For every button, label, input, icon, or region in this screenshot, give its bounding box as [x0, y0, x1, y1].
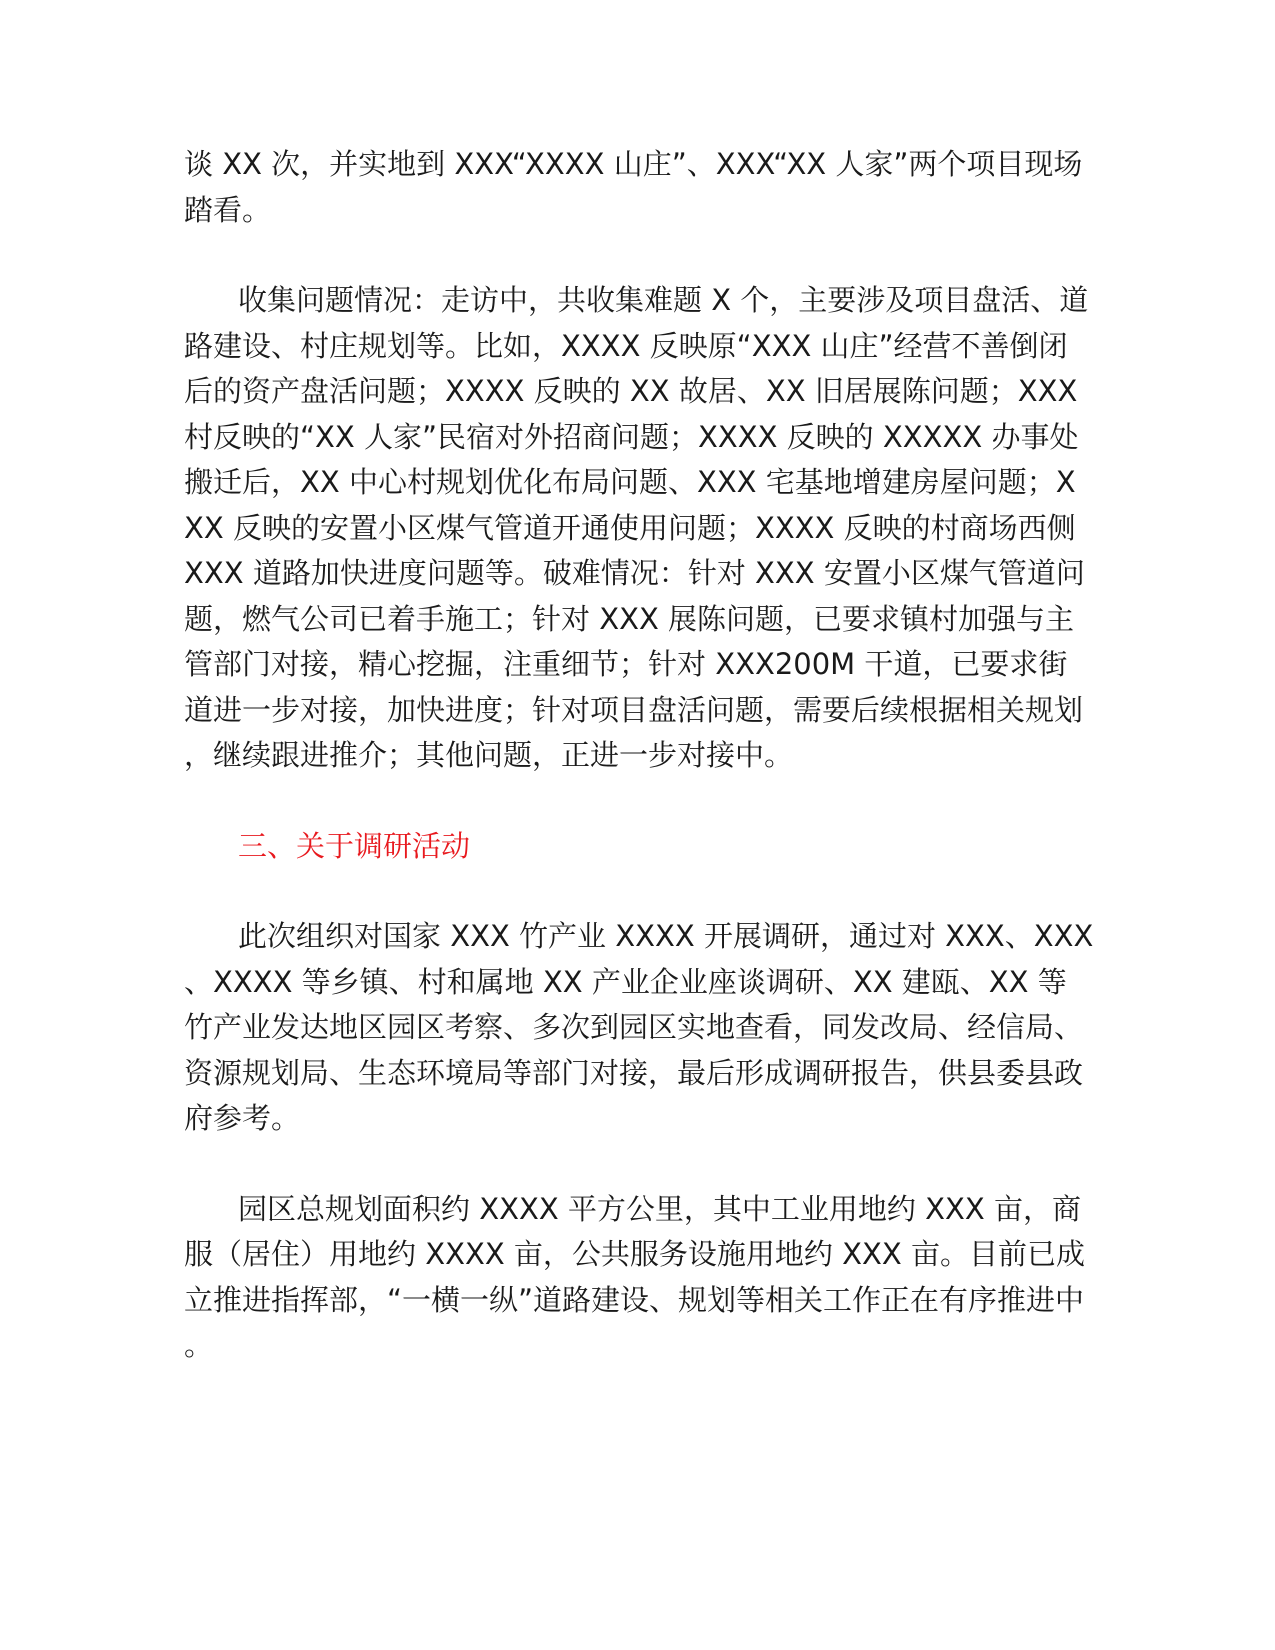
paragraph-research-activity: 此次组织对国家 XXX 竹产业 XXXX 开展调研，通过对 XXX、XXX、XXXX 等乡镇、村和属地 XX 产业企业座谈调研、XX 建瓯、XX 等竹产业发达地区园区考察、多次到园区实地查看，同发改局、经信局、资源规划局、生态环境局等部门对接，最后形成调研报告，供县委县政府参考。 [184, 919, 1094, 1135]
paragraph-park-planning: 园区总规划面积约 XXXX 平方公里，其中工业用地约 XXX 亩，商服（居住）用地约 XXXX 亩，公共服务设施用地约 XXX 亩。目前已成立推进指挥部，“一横一纵”道路建设、规划等相关工作正在有序推进中。 [184, 1191, 1085, 1362]
document-body [184, 142, 1094, 1414]
section-heading-research: 三、关于调研活动 [238, 828, 471, 863]
paragraph-continued: 谈 XX 次，并实地到 XXX“XXXX 山庄”、XXX“XX 人家”两个项目现场踏看。 [184, 147, 1083, 227]
paragraph-problems-collected: 收集问题情况：走访中，共收集难题 X 个，主要涉及项目盘活、道路建设、村庄规划等。比如，XXXX 反映原“XXX 山庄”经营不善倒闭后的资产盘活问题；XXXX 反映的 XX 故居、XX 旧居展陈问题；XXX 村反映的“XX 人家”民宿对外招商问题；XXXX 反映的 XXXXX 办事处搬迁后，XX 中心村规划优化布局问题、XXX 宅基地增建房屋问题；XXX 反映的安置小区煤气管道开通使用问题；XXXX 反映的村商场西侧 XXX 道路加快进度问题等。破难情况：针对 XXX 安置小区煤气管道问题，燃气公司已着手施工；针对 XXX 展陈问题，已要求镇村加强与主管部门对接，精心挖掘，注重细节；针对 XXX200M 干道，已要求街道进一步对接，加快进度；针对项目盘活问题，需要后续根据相关规划，继续跟进推介；其他问题，正进一步对接中。 [184, 283, 1089, 772]
